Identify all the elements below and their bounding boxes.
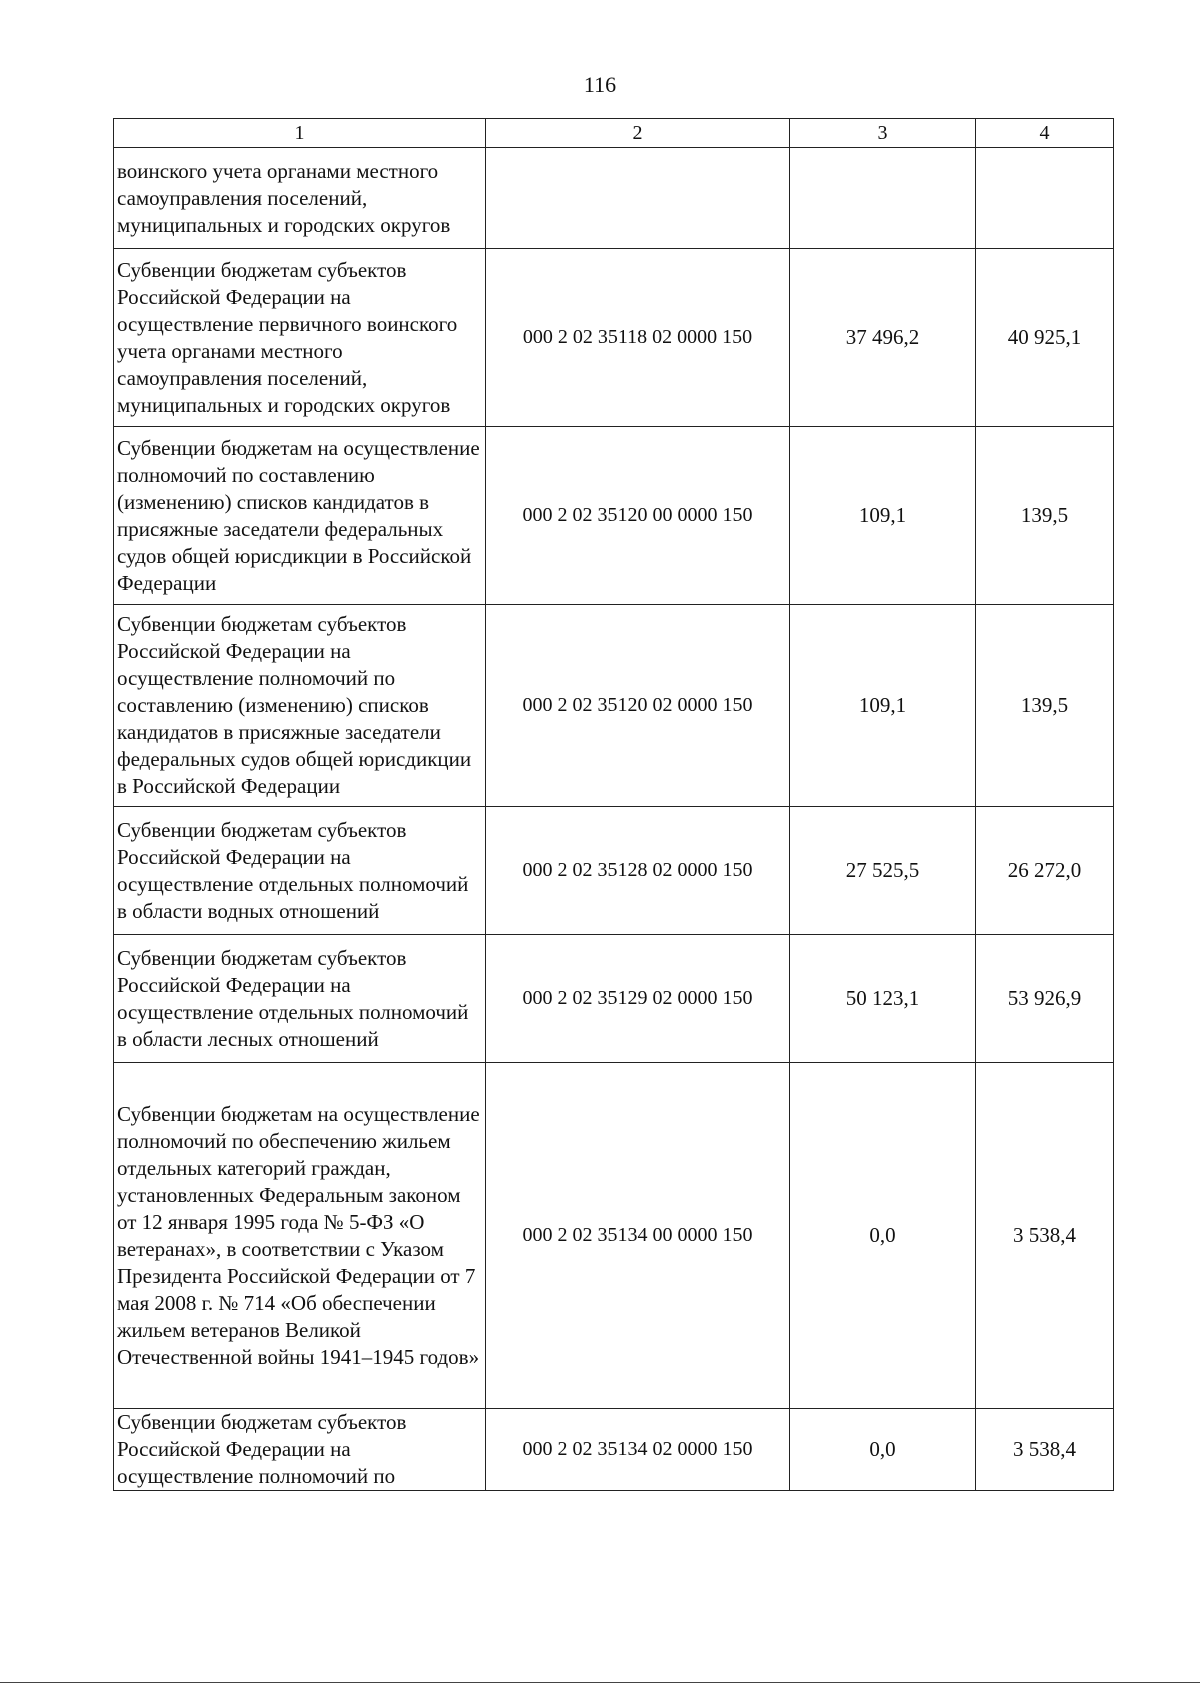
row-name: Субвенции бюджетам субъектов Российской Федерации на осуществление первичного воинского учета органами местного самоуправления поселений, муниципальных и городских округов — [114, 249, 486, 427]
table-row — [114, 249, 1114, 427]
row-value-col3: 37 496,2 — [790, 249, 976, 427]
row-value-col4: 139,5 — [976, 605, 1114, 807]
row-value-col4: 3 538,4 — [976, 1063, 1114, 1409]
table-row — [114, 807, 1114, 935]
header-col-2: 2 — [486, 119, 790, 148]
row-value-col3: 0,0 — [790, 1409, 976, 1491]
row-name: Субвенции бюджетам субъектов Российской Федерации на осуществление отдельных полномочий в области лесных отношений — [114, 935, 486, 1063]
header-col-3: 3 — [790, 119, 976, 148]
row-code: 000 2 02 35134 02 0000 150 — [486, 1409, 790, 1491]
row-code: 000 2 02 35129 02 0000 150 — [486, 935, 790, 1063]
table-row — [114, 1063, 1114, 1409]
row-value-col3 — [790, 148, 976, 249]
row-code: 000 2 02 35120 02 0000 150 — [486, 605, 790, 807]
row-value-col3: 0,0 — [790, 1063, 976, 1409]
table-header-row — [114, 119, 1114, 148]
row-value-col3: 27 525,5 — [790, 807, 976, 935]
row-code: 000 2 02 35134 00 0000 150 — [486, 1063, 790, 1409]
row-name: Субвенции бюджетам субъектов Российской Федерации на осуществление отдельных полномочий в области водных отношений — [114, 807, 486, 935]
row-value-col4: 53 926,9 — [976, 935, 1114, 1063]
row-name: Субвенции бюджетам субъектов Российской Федерации на осуществление полномочий по составлению (изменению) списков кандидатов в присяжные заседатели федеральных судов общей юрисдикции в Российской Федерации — [114, 605, 486, 807]
header-col-4: 4 — [976, 119, 1114, 148]
table-row — [114, 1409, 1114, 1491]
page-bottom-divider — [0, 1682, 1200, 1683]
row-value-col4 — [976, 148, 1114, 249]
row-value-col3: 109,1 — [790, 605, 976, 807]
header-col-1: 1 — [114, 119, 486, 148]
row-value-col4: 139,5 — [976, 427, 1114, 605]
budget-table — [113, 118, 1114, 1491]
row-value-col3: 109,1 — [790, 427, 976, 605]
row-value-col4: 26 272,0 — [976, 807, 1114, 935]
row-name: воинского учета органами местного самоуправления поселений, муниципальных и городских округов — [114, 148, 486, 249]
row-name: Субвенции бюджетам на осуществление полномочий по обеспечению жильем отдельных категорий граждан, установленных Федеральным законом от 12 января 1995 года № 5-ФЗ «О ветеранах», в соответствии с Указом Президента Российской Федерации от 7 мая 2008 г. № 714 «Об обеспечении жильем ветеранов Великой Отечественной войны 1941–1945 годов» — [114, 1063, 486, 1409]
row-name: Субвенции бюджетам на осуществление полномочий по составлению (изменению) списков кандидатов в присяжные заседатели федеральных судов общей юрисдикции в Российской Федерации — [114, 427, 486, 605]
table-row — [114, 427, 1114, 605]
table-row — [114, 935, 1114, 1063]
table-row — [114, 605, 1114, 807]
row-code — [486, 148, 790, 249]
page-number: 116 — [583, 72, 617, 97]
row-value-col4: 40 925,1 — [976, 249, 1114, 427]
row-code: 000 2 02 35120 00 0000 150 — [486, 427, 790, 605]
row-value-col3: 50 123,1 — [790, 935, 976, 1063]
table-row — [114, 148, 1114, 249]
row-value-col4: 3 538,4 — [976, 1409, 1114, 1491]
row-name: Субвенции бюджетам субъектов Российской Федерации на осуществление полномочий по — [114, 1409, 486, 1491]
row-code: 000 2 02 35118 02 0000 150 — [486, 249, 790, 427]
row-code: 000 2 02 35128 02 0000 150 — [486, 807, 790, 935]
